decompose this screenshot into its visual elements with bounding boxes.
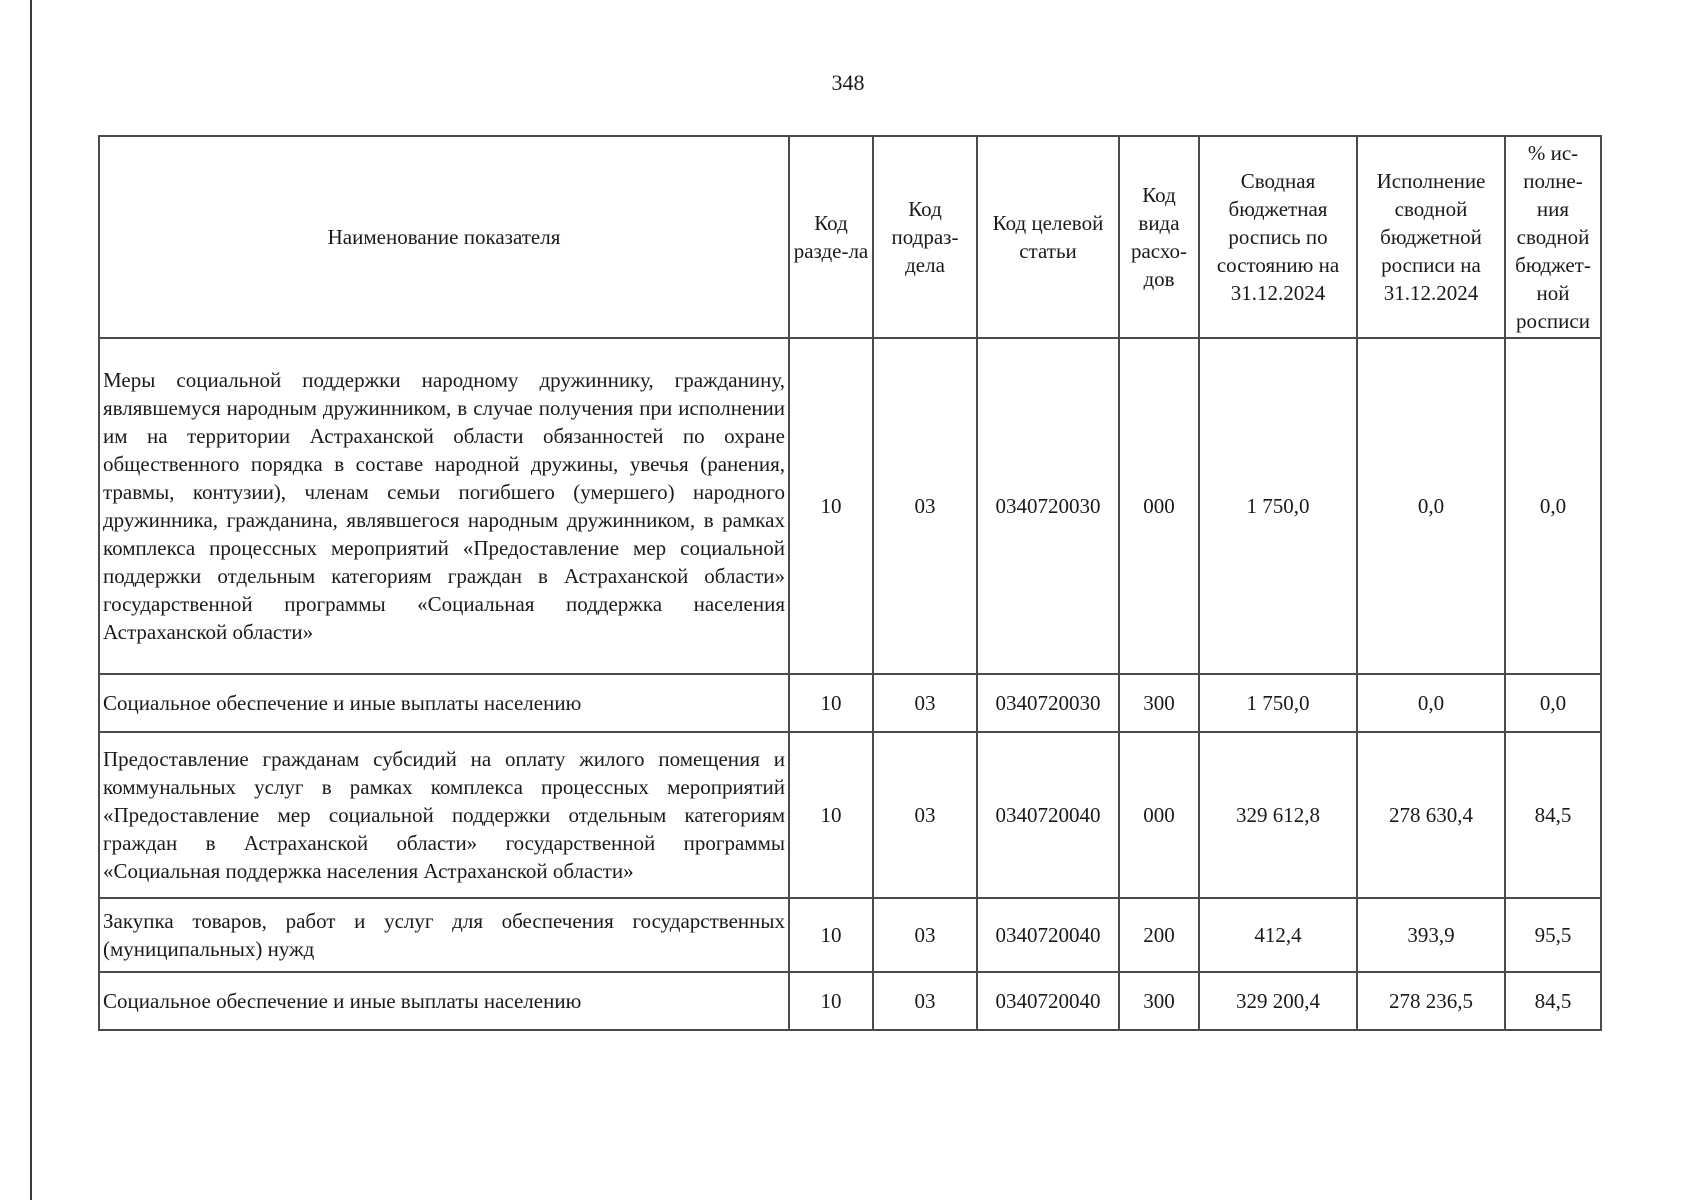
expense-type-cell: 000 — [1119, 732, 1199, 898]
budget-execution-table — [98, 135, 1602, 1031]
header-execution-percent: % ис-полне-ния сводной бюджет-ной росписи — [1505, 136, 1601, 338]
subsection-code-cell: 03 — [873, 338, 977, 674]
section-code-cell: 10 — [789, 972, 873, 1030]
page-number: 348 — [831, 70, 865, 95]
execution-percent-cell: 84,5 — [1505, 732, 1601, 898]
page-edge-rule — [30, 0, 32, 1200]
execution-cell: 278 630,4 — [1357, 732, 1505, 898]
planned-budget-cell: 412,4 — [1199, 898, 1357, 972]
section-code-cell: 10 — [789, 898, 873, 972]
indicator-name-cell: Закупка товаров, работ и услуг для обеспечения государственных (муниципальных) нужд — [99, 898, 789, 972]
expense-type-cell: 000 — [1119, 338, 1199, 674]
planned-budget-cell: 1 750,0 — [1199, 674, 1357, 732]
table-row — [99, 972, 1601, 1030]
header-indicator-name: Наименование показателя — [99, 136, 789, 338]
subsection-code-cell: 03 — [873, 674, 977, 732]
target-code-cell: 0340720030 — [977, 674, 1119, 732]
execution-cell: 0,0 — [1357, 338, 1505, 674]
planned-budget-cell: 329 612,8 — [1199, 732, 1357, 898]
expense-type-cell: 200 — [1119, 898, 1199, 972]
indicator-name-cell: Меры социальной поддержки народному дружиннику, гражданину, являвшемуся народным дружинником, в случае получения при исполнении им на территории Астраханской области обязанностей по охране общественного порядка в составе народной дружины, увечья (ранения, травмы, контузии), членам семьи погибшего (умершего) народного дружинника, гражданина, являвшегося народным дружинником, в рамках комплекса процессных мероприятий «Предоставление мер социальной поддержки отдельным категориям граждан в Астраханской области» государственной программы «Социальная поддержка населения Астраханской области» — [99, 338, 789, 674]
subsection-code-cell: 03 — [873, 732, 977, 898]
expense-type-cell: 300 — [1119, 972, 1199, 1030]
header-expense-type-code: Код вида расхо-дов — [1119, 136, 1199, 338]
target-code-cell: 0340720040 — [977, 732, 1119, 898]
table-header-row — [99, 136, 1601, 338]
table-row — [99, 732, 1601, 898]
indicator-name-cell: Социальное обеспечение и иные выплаты населению — [99, 972, 789, 1030]
execution-percent-cell: 0,0 — [1505, 338, 1601, 674]
target-code-cell: 0340720040 — [977, 898, 1119, 972]
execution-cell: 278 236,5 — [1357, 972, 1505, 1030]
header-section-code: Код разде-ла — [789, 136, 873, 338]
subsection-code-cell: 03 — [873, 898, 977, 972]
table-row — [99, 338, 1601, 674]
expense-type-cell: 300 — [1119, 674, 1199, 732]
target-code-cell: 0340720040 — [977, 972, 1119, 1030]
section-code-cell: 10 — [789, 674, 873, 732]
target-code-cell: 0340720030 — [977, 338, 1119, 674]
subsection-code-cell: 03 — [873, 972, 977, 1030]
execution-percent-cell: 84,5 — [1505, 972, 1601, 1030]
header-planned-budget: Сводная бюджетная роспись по состоянию на 31.12.2024 — [1199, 136, 1357, 338]
table-row — [99, 898, 1601, 972]
header-target-code: Код целевой статьи — [977, 136, 1119, 338]
section-code-cell: 10 — [789, 338, 873, 674]
indicator-name-cell: Предоставление гражданам субсидий на оплату жилого помещения и коммунальных услуг в рамках комплекса процессных мероприятий «Предоставление мер социальной поддержки отдельным категориям граждан в Астраханской области» государственной программы «Социальная поддержка населения Астраханской области» — [99, 732, 789, 898]
header-execution: Исполнение сводной бюджетной росписи на 31.12.2024 — [1357, 136, 1505, 338]
section-code-cell: 10 — [789, 732, 873, 898]
execution-cell: 0,0 — [1357, 674, 1505, 732]
table-row — [99, 674, 1601, 732]
execution-cell: 393,9 — [1357, 898, 1505, 972]
execution-percent-cell: 95,5 — [1505, 898, 1601, 972]
planned-budget-cell: 329 200,4 — [1199, 972, 1357, 1030]
execution-percent-cell: 0,0 — [1505, 674, 1601, 732]
planned-budget-cell: 1 750,0 — [1199, 338, 1357, 674]
indicator-name-cell: Социальное обеспечение и иные выплаты населению — [99, 674, 789, 732]
header-subsection-code: Код подраз-дела — [873, 136, 977, 338]
